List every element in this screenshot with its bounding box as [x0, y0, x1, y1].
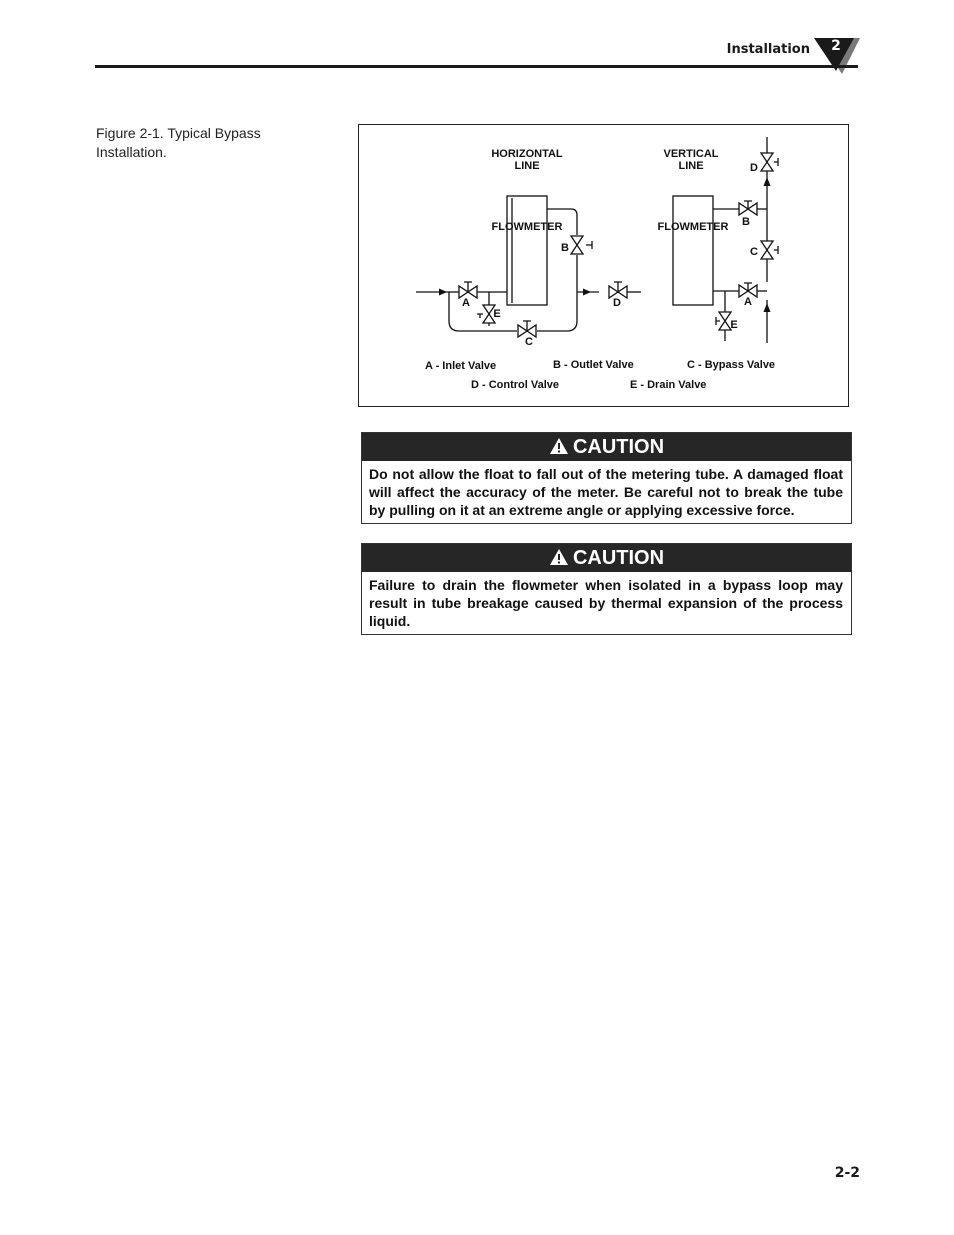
caution-body: Failure to drain the flowmeter when isolated in a bypass loop may result in tube breakage caused by thermal expansion of the process liquid. [369, 577, 843, 629]
chapter-number: 2 [831, 38, 841, 54]
page-number: 2-2 [834, 1165, 860, 1181]
running-header-title: Installation [726, 42, 810, 57]
valve-b-label-vertical: B [742, 216, 750, 228]
figure-caption [96, 124, 296, 162]
bypass-diagram [358, 124, 849, 407]
valve-e-label-horizontal: E [493, 308, 501, 320]
horizontal-piping [416, 196, 641, 331]
legend-inlet-valve: A - Inlet Valve [425, 360, 497, 372]
valve-d-label-vertical: D [750, 162, 758, 174]
vertical-label-1: VERTICAL [663, 148, 719, 160]
warning-triangle-icon [549, 437, 569, 455]
valve-c-vertical-icon [761, 241, 773, 259]
warning-triangle-icon [549, 548, 569, 566]
caution-header [362, 544, 851, 572]
legend-bypass-valve: C - Bypass Valve [687, 359, 776, 371]
vertical-label-2: LINE [678, 160, 704, 172]
upflow-arrow-bottom-icon [764, 303, 771, 312]
header-rule [95, 65, 858, 68]
legend-drain-valve: E - Drain Valve [630, 379, 707, 391]
flowmeter-label-vertical: FLOWMETER [657, 221, 729, 233]
legend-outlet-valve: B - Outlet Valve [553, 359, 634, 371]
valve-d-label-horizontal: D [613, 297, 621, 309]
valve-e-vertical-icon [719, 312, 731, 330]
valve-c-label-vertical: C [750, 246, 758, 258]
caption-line-2: Installation. [96, 144, 167, 160]
legend-control-valve: D - Control Valve [471, 379, 560, 391]
bypass-diagram-svg [359, 125, 850, 408]
caution-box-drain [361, 543, 852, 635]
horizontal-label-2: LINE [514, 160, 540, 172]
valve-d-vertical-icon [761, 153, 773, 171]
caution-box-float [361, 432, 852, 524]
valve-e-label-vertical: E [730, 319, 738, 331]
valve-c-label-horizontal: C [525, 336, 533, 348]
valve-a-label-horizontal: A [462, 297, 470, 309]
valve-a-label-vertical: A [744, 296, 752, 308]
caution-header [362, 433, 851, 461]
valve-b-label-horizontal: B [561, 242, 569, 254]
flow-arrow-icon [583, 289, 591, 296]
horizontal-label-1: HORIZONTAL [491, 148, 563, 160]
caution-heading: CAUTION [572, 547, 665, 569]
flowmeter-label-horizontal: FLOWMETER [491, 221, 563, 233]
caution-heading: CAUTION [572, 436, 665, 458]
valve-b-horizontal-icon [571, 236, 583, 254]
upflow-arrow-top-icon [764, 177, 771, 186]
caption-line-1: Figure 2-1. Typical Bypass [96, 125, 261, 141]
caution-body: Do not allow the float to fall out of the metering tube. A damaged float will affect the accuracy of the meter. Be careful not to break the tube by pulling on it at an extreme angle or applying excessive force. [369, 466, 843, 518]
inflow-arrow-icon [439, 289, 447, 296]
